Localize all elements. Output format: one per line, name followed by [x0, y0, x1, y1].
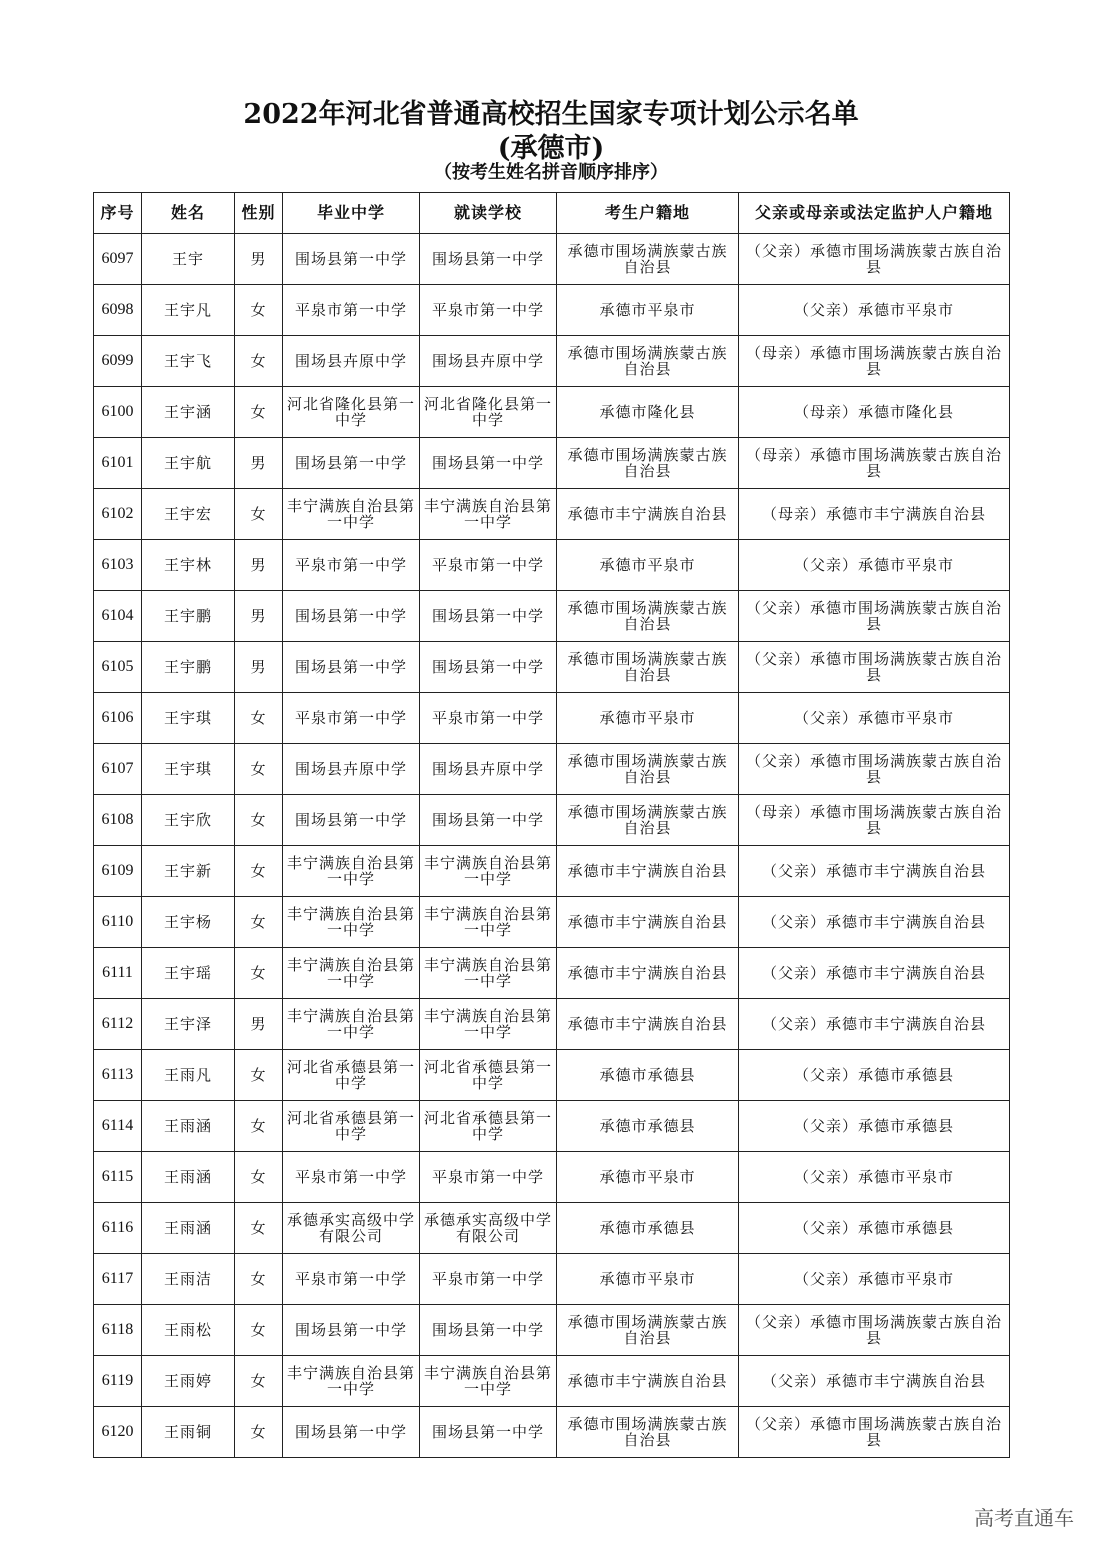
cell-hukou: 承德市丰宁满族自治县 [557, 846, 739, 897]
cell-gender: 女 [235, 1254, 283, 1305]
cell-gender: 女 [235, 744, 283, 795]
cell-hukou: 承德市围场满族蒙古族自治县 [557, 591, 739, 642]
cell-guardian-hukou: （母亲）承德市围场满族蒙古族自治县 [739, 795, 1010, 846]
cell-graduate-school: 围场县第一中学 [283, 1407, 420, 1458]
cell-guardian-hukou: （父亲）承德市围场满族蒙古族自治县 [739, 744, 1010, 795]
cell-graduate-school: 围场县第一中学 [283, 591, 420, 642]
cell-name: 王宇杨 [142, 897, 235, 948]
table-row [94, 948, 1010, 999]
cell-current-school: 围场县第一中学 [420, 591, 557, 642]
cell-index: 6114 [94, 1101, 142, 1152]
cell-index: 6113 [94, 1050, 142, 1101]
cell-hukou: 承德市围场满族蒙古族自治县 [557, 1305, 739, 1356]
cell-graduate-school: 河北省承德县第一中学 [283, 1101, 420, 1152]
cell-graduate-school: 围场县第一中学 [283, 438, 420, 489]
cell-guardian-hukou: （父亲）承德市平泉市 [739, 540, 1010, 591]
cell-current-school: 平泉市第一中学 [420, 693, 557, 744]
cell-name: 王雨松 [142, 1305, 235, 1356]
cell-current-school: 丰宁满族自治县第一中学 [420, 999, 557, 1050]
table-row [94, 387, 1010, 438]
cell-index: 6116 [94, 1203, 142, 1254]
table-row [94, 1203, 1010, 1254]
cell-current-school: 平泉市第一中学 [420, 285, 557, 336]
cell-graduate-school: 丰宁满族自治县第一中学 [283, 897, 420, 948]
cell-guardian-hukou: （父亲）承德市围场满族蒙古族自治县 [739, 1407, 1010, 1458]
cell-graduate-school: 承德承实高级中学有限公司 [283, 1203, 420, 1254]
header-graduate-school: 毕业中学 [283, 193, 420, 234]
cell-graduate-school: 河北省隆化县第一中学 [283, 387, 420, 438]
cell-graduate-school: 平泉市第一中学 [283, 1152, 420, 1203]
cell-graduate-school: 平泉市第一中学 [283, 285, 420, 336]
document-sort-note: （按考生姓名拼音顺序排序） [434, 162, 668, 183]
cell-gender: 女 [235, 1050, 283, 1101]
table-row [94, 285, 1010, 336]
cell-graduate-school: 围场县第一中学 [283, 234, 420, 285]
table-row [94, 1305, 1010, 1356]
cell-gender: 女 [235, 489, 283, 540]
cell-gender: 女 [235, 285, 283, 336]
cell-current-school: 丰宁满族自治县第一中学 [420, 846, 557, 897]
cell-index: 6107 [94, 744, 142, 795]
cell-gender: 女 [235, 693, 283, 744]
cell-hukou: 承德市丰宁满族自治县 [557, 489, 739, 540]
cell-guardian-hukou: （父亲）承德市丰宁满族自治县 [739, 948, 1010, 999]
cell-name: 王宇欣 [142, 795, 235, 846]
cell-gender: 女 [235, 795, 283, 846]
document-subtitle-city: (承德市) [497, 133, 605, 164]
cell-current-school: 围场县第一中学 [420, 642, 557, 693]
cell-hukou: 承德市丰宁满族自治县 [557, 999, 739, 1050]
cell-gender: 女 [235, 1152, 283, 1203]
cell-name: 王雨洁 [142, 1254, 235, 1305]
cell-graduate-school: 平泉市第一中学 [283, 693, 420, 744]
cell-name: 王宇凡 [142, 285, 235, 336]
header-gender: 性别 [235, 193, 283, 234]
cell-guardian-hukou: （父亲）承德市丰宁满族自治县 [739, 999, 1010, 1050]
cell-gender: 女 [235, 948, 283, 999]
cell-graduate-school: 平泉市第一中学 [283, 540, 420, 591]
cell-guardian-hukou: （父亲）承德市围场满族蒙古族自治县 [739, 234, 1010, 285]
cell-current-school: 围场县第一中学 [420, 438, 557, 489]
table-row [94, 693, 1010, 744]
cell-hukou: 承德市丰宁满族自治县 [557, 948, 739, 999]
cell-current-school: 河北省承德县第一中学 [420, 1050, 557, 1101]
cell-guardian-hukou: （母亲）承德市围场满族蒙古族自治县 [739, 336, 1010, 387]
cell-guardian-hukou: （父亲）承德市平泉市 [739, 1254, 1010, 1305]
cell-current-school: 丰宁满族自治县第一中学 [420, 897, 557, 948]
cell-hukou: 承德市平泉市 [557, 540, 739, 591]
cell-index: 6106 [94, 693, 142, 744]
table-header-row [94, 193, 1010, 234]
cell-guardian-hukou: （父亲）承德市承德县 [739, 1203, 1010, 1254]
table-row [94, 438, 1010, 489]
cell-hukou: 承德市丰宁满族自治县 [557, 897, 739, 948]
table-row [94, 846, 1010, 897]
cell-name: 王宇林 [142, 540, 235, 591]
cell-hukou: 承德市围场满族蒙古族自治县 [557, 1407, 739, 1458]
cell-gender: 男 [235, 438, 283, 489]
cell-hukou: 承德市围场满族蒙古族自治县 [557, 336, 739, 387]
cell-current-school: 河北省承德县第一中学 [420, 1101, 557, 1152]
table-row [94, 1254, 1010, 1305]
cell-hukou: 承德市隆化县 [557, 387, 739, 438]
cell-guardian-hukou: （父亲）承德市平泉市 [739, 1152, 1010, 1203]
cell-hukou: 承德市承德县 [557, 1101, 739, 1152]
table-row [94, 1152, 1010, 1203]
header-hukou: 考生户籍地 [557, 193, 739, 234]
cell-name: 王雨婷 [142, 1356, 235, 1407]
cell-name: 王雨涵 [142, 1203, 235, 1254]
cell-index: 6112 [94, 999, 142, 1050]
cell-index: 6097 [94, 234, 142, 285]
cell-guardian-hukou: （父亲）承德市围场满族蒙古族自治县 [739, 591, 1010, 642]
cell-name: 王雨凡 [142, 1050, 235, 1101]
cell-hukou: 承德市围场满族蒙古族自治县 [557, 438, 739, 489]
cell-guardian-hukou: （父亲）承德市丰宁满族自治县 [739, 897, 1010, 948]
table-row [94, 591, 1010, 642]
table-row [94, 1407, 1010, 1458]
cell-hukou: 承德市承德县 [557, 1203, 739, 1254]
cell-hukou: 承德市围场满族蒙古族自治县 [557, 744, 739, 795]
cell-graduate-school: 围场县卉原中学 [283, 744, 420, 795]
table-row [94, 642, 1010, 693]
cell-hukou: 承德市承德县 [557, 1050, 739, 1101]
watermark: 高考直通车 [974, 1506, 1074, 1530]
header-guardian-hukou: 父亲或母亲或法定监护人户籍地 [739, 193, 1010, 234]
roster-table [93, 192, 1010, 1458]
cell-guardian-hukou: （母亲）承德市丰宁满族自治县 [739, 489, 1010, 540]
table-row [94, 234, 1010, 285]
cell-current-school: 平泉市第一中学 [420, 1254, 557, 1305]
cell-current-school: 平泉市第一中学 [420, 540, 557, 591]
cell-name: 王宇飞 [142, 336, 235, 387]
header-index: 序号 [94, 193, 142, 234]
cell-gender: 男 [235, 234, 283, 285]
cell-gender: 女 [235, 1101, 283, 1152]
cell-index: 6118 [94, 1305, 142, 1356]
cell-index: 6099 [94, 336, 142, 387]
cell-guardian-hukou: （父亲）承德市承德县 [739, 1050, 1010, 1101]
table-row [94, 897, 1010, 948]
cell-guardian-hukou: （父亲）承德市平泉市 [739, 285, 1010, 336]
header-current-school: 就读学校 [420, 193, 557, 234]
cell-name: 王雨涵 [142, 1101, 235, 1152]
cell-index: 6105 [94, 642, 142, 693]
table-row [94, 795, 1010, 846]
cell-gender: 女 [235, 1407, 283, 1458]
cell-current-school: 承德承实高级中学有限公司 [420, 1203, 557, 1254]
cell-current-school: 丰宁满族自治县第一中学 [420, 1356, 557, 1407]
cell-index: 6103 [94, 540, 142, 591]
cell-current-school: 围场县第一中学 [420, 234, 557, 285]
cell-current-school: 围场县第一中学 [420, 1407, 557, 1458]
cell-index: 6109 [94, 846, 142, 897]
cell-name: 王宇琪 [142, 693, 235, 744]
cell-graduate-school: 平泉市第一中学 [283, 1254, 420, 1305]
table-row [94, 336, 1010, 387]
cell-graduate-school: 丰宁满族自治县第一中学 [283, 846, 420, 897]
table-row [94, 999, 1010, 1050]
cell-graduate-school: 河北省承德县第一中学 [283, 1050, 420, 1101]
cell-name: 王宇泽 [142, 999, 235, 1050]
table-row [94, 1101, 1010, 1152]
cell-name: 王宇新 [142, 846, 235, 897]
cell-index: 6115 [94, 1152, 142, 1203]
cell-name: 王宇琪 [142, 744, 235, 795]
document-title: 2022年河北省普通高校招生国家专项计划公示名单 [243, 99, 859, 130]
table-row [94, 1050, 1010, 1101]
cell-gender: 女 [235, 1305, 283, 1356]
cell-guardian-hukou: （母亲）承德市隆化县 [739, 387, 1010, 438]
table-row [94, 489, 1010, 540]
cell-guardian-hukou: （父亲）承德市围场满族蒙古族自治县 [739, 1305, 1010, 1356]
cell-graduate-school: 丰宁满族自治县第一中学 [283, 999, 420, 1050]
cell-gender: 男 [235, 642, 283, 693]
cell-gender: 男 [235, 591, 283, 642]
cell-graduate-school: 丰宁满族自治县第一中学 [283, 489, 420, 540]
cell-guardian-hukou: （父亲）承德市围场满族蒙古族自治县 [739, 642, 1010, 693]
cell-hukou: 承德市围场满族蒙古族自治县 [557, 234, 739, 285]
cell-current-school: 平泉市第一中学 [420, 1152, 557, 1203]
cell-graduate-school: 围场县卉原中学 [283, 336, 420, 387]
cell-index: 6119 [94, 1356, 142, 1407]
cell-guardian-hukou: （父亲）承德市丰宁满族自治县 [739, 846, 1010, 897]
cell-guardian-hukou: （父亲）承德市丰宁满族自治县 [739, 1356, 1010, 1407]
cell-hukou: 承德市丰宁满族自治县 [557, 1356, 739, 1407]
cell-index: 6108 [94, 795, 142, 846]
cell-name: 王雨铜 [142, 1407, 235, 1458]
cell-gender: 女 [235, 387, 283, 438]
cell-hukou: 承德市围场满族蒙古族自治县 [557, 795, 739, 846]
cell-gender: 女 [235, 897, 283, 948]
cell-index: 6117 [94, 1254, 142, 1305]
cell-hukou: 承德市平泉市 [557, 1254, 739, 1305]
cell-current-school: 围场县第一中学 [420, 1305, 557, 1356]
cell-name: 王宇 [142, 234, 235, 285]
cell-index: 6111 [94, 948, 142, 999]
cell-current-school: 河北省隆化县第一中学 [420, 387, 557, 438]
cell-graduate-school: 围场县第一中学 [283, 795, 420, 846]
cell-index: 6104 [94, 591, 142, 642]
cell-current-school: 丰宁满族自治县第一中学 [420, 948, 557, 999]
cell-current-school: 丰宁满族自治县第一中学 [420, 489, 557, 540]
cell-index: 6102 [94, 489, 142, 540]
cell-index: 6100 [94, 387, 142, 438]
cell-index: 6110 [94, 897, 142, 948]
cell-gender: 男 [235, 999, 283, 1050]
cell-name: 王宇瑶 [142, 948, 235, 999]
table-row [94, 540, 1010, 591]
table-row [94, 744, 1010, 795]
table-row [94, 1356, 1010, 1407]
cell-guardian-hukou: （父亲）承德市承德县 [739, 1101, 1010, 1152]
cell-index: 6101 [94, 438, 142, 489]
cell-name: 王宇鹏 [142, 642, 235, 693]
cell-guardian-hukou: （父亲）承德市平泉市 [739, 693, 1010, 744]
cell-hukou: 承德市围场满族蒙古族自治县 [557, 642, 739, 693]
cell-gender: 女 [235, 336, 283, 387]
cell-gender: 女 [235, 846, 283, 897]
cell-index: 6098 [94, 285, 142, 336]
cell-graduate-school: 围场县第一中学 [283, 1305, 420, 1356]
cell-name: 王宇鹏 [142, 591, 235, 642]
cell-name: 王宇涵 [142, 387, 235, 438]
cell-hukou: 承德市平泉市 [557, 285, 739, 336]
cell-hukou: 承德市平泉市 [557, 1152, 739, 1203]
cell-gender: 女 [235, 1203, 283, 1254]
cell-guardian-hukou: （母亲）承德市围场满族蒙古族自治县 [739, 438, 1010, 489]
cell-name: 王雨涵 [142, 1152, 235, 1203]
cell-graduate-school: 丰宁满族自治县第一中学 [283, 1356, 420, 1407]
cell-gender: 男 [235, 540, 283, 591]
cell-current-school: 围场县卉原中学 [420, 744, 557, 795]
cell-current-school: 围场县卉原中学 [420, 336, 557, 387]
cell-name: 王宇航 [142, 438, 235, 489]
header-name: 姓名 [142, 193, 235, 234]
cell-current-school: 围场县第一中学 [420, 795, 557, 846]
cell-graduate-school: 丰宁满族自治县第一中学 [283, 948, 420, 999]
cell-index: 6120 [94, 1407, 142, 1458]
cell-hukou: 承德市平泉市 [557, 693, 739, 744]
cell-graduate-school: 围场县第一中学 [283, 642, 420, 693]
cell-name: 王宇宏 [142, 489, 235, 540]
cell-gender: 女 [235, 1356, 283, 1407]
